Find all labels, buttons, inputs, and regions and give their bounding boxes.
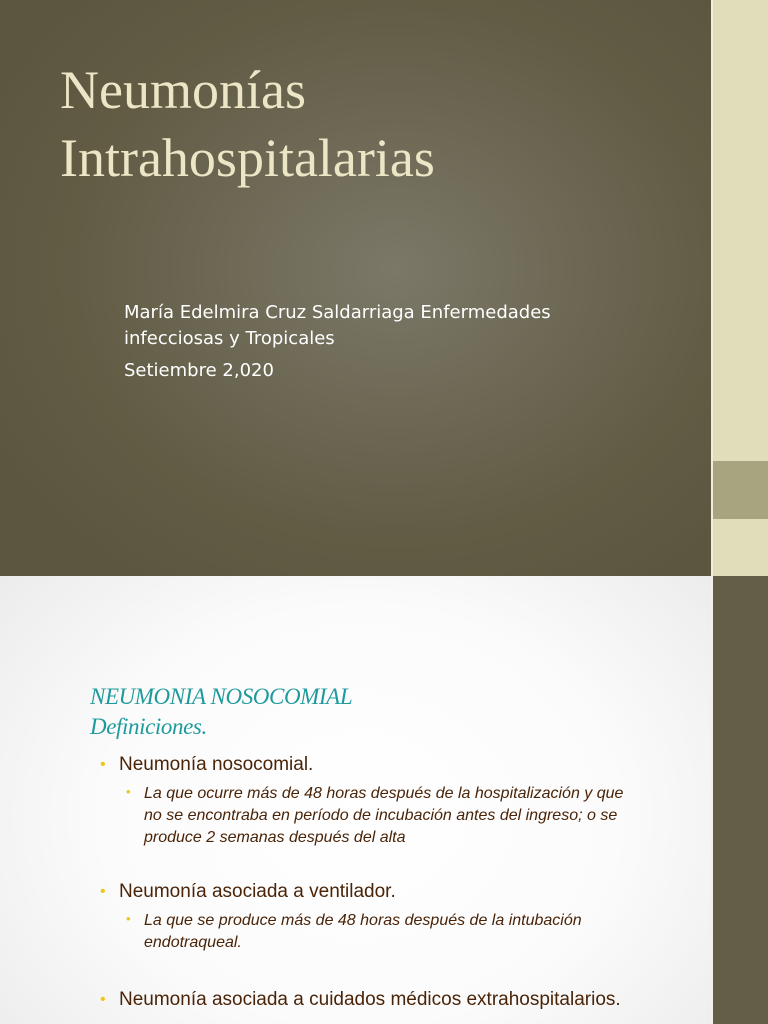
sub-bullet-text [144, 910, 689, 954]
side-strip-edge [711, 576, 713, 1024]
author-line-1: María Edelmira Cruz Saldarriaga Enfermedades [124, 302, 551, 323]
bullet-icon: • [100, 756, 106, 773]
bullet-icon: • [126, 784, 131, 799]
side-strip-edge [711, 0, 713, 576]
side-strip [711, 576, 768, 1024]
bullet-label: Neumonía asociada a ventilador. [119, 881, 396, 902]
bullet-label: Neumonía asociada a cuidados médicos extrahospitalarios. [119, 989, 621, 1010]
definitions-slide [0, 576, 768, 1024]
slide-heading-line-1: NEUMONIA NOSOCOMIAL [90, 684, 353, 709]
bullet-label: Neumonía nosocomial. [119, 754, 314, 775]
presentation-date: Setiembre 2,020 [124, 360, 274, 381]
author-line-2: infecciosas y Tropicales [124, 328, 335, 349]
sub-bullet-line: produce 2 semanas después del alta [144, 829, 406, 846]
slide-title [60, 56, 690, 192]
sub-bullet-text [144, 783, 689, 849]
slide-subtitle [124, 300, 684, 384]
sub-bullet-line: endotraqueal. [144, 934, 242, 951]
bullet-icon: • [100, 991, 106, 1008]
sub-bullet-line: no se encontraba en período de incubación antes del ingreso; o se [144, 807, 618, 824]
slide-heading [90, 682, 650, 742]
sub-bullet-line: La que se produce más de 48 horas después de la intubación [144, 912, 582, 929]
sub-bullet-line: La que ocurre más de 48 horas después de la hospitalización y que [144, 785, 624, 802]
slide-title-line-2: Intrahospitalarias [60, 128, 435, 188]
bullet-icon: • [100, 883, 106, 900]
bullet-icon: • [126, 911, 131, 926]
side-strip-accent [711, 461, 768, 519]
slide-title-line-1: Neumonías [60, 60, 306, 120]
slide-heading-line-2: Definiciones. [90, 714, 207, 739]
